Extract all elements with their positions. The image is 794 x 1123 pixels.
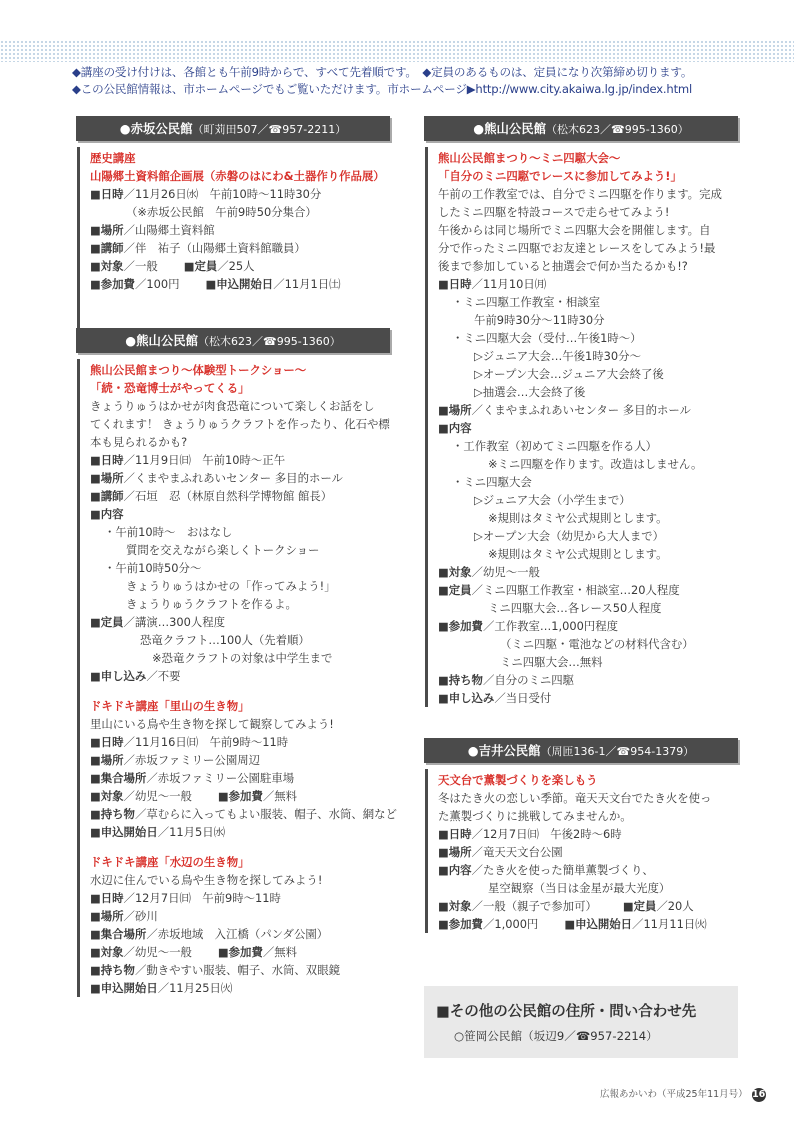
detail-row [438, 915, 738, 933]
detail-label: ■対象 [438, 565, 472, 579]
detail-line: ※規則はタミヤ公式規則とします。 [488, 511, 668, 525]
detail-value: ／1,000円 [482, 917, 539, 931]
detail-value: ／くまやまふれあいセンター 多目的ホール [123, 471, 343, 485]
detail-line: ・ミニ四駆工作教室・相談室 [452, 295, 601, 309]
detail-line: （ミニ四駆・電池などの材料代含む） [500, 637, 694, 651]
detail-line: 恐竜クラフト…100人（先着順） [140, 633, 310, 647]
detail-label: ■日時 [90, 187, 124, 201]
detail-row [90, 505, 390, 523]
detail-row [438, 401, 738, 419]
event-description: 水辺に住んでいる鳥や生き物を探してみよう! [90, 873, 323, 887]
detail-row [90, 613, 390, 631]
page-number: 16 [752, 1089, 766, 1100]
event-description: 分で作ったミニ四駆でお友達とレースをしてみよう!最 [438, 241, 716, 255]
detail-row [90, 889, 390, 907]
detail-row [90, 257, 390, 275]
detail-label: ■場所 [90, 909, 124, 923]
detail-line: きょうりゅうクラフトを作るよ。 [126, 597, 297, 611]
detail-label: ■持ち物 [438, 673, 483, 687]
kumayama-right-section [424, 116, 738, 707]
detail-value: ／幼児～一般 [123, 945, 192, 959]
detail-value: ／11月26日㈬ 午前10時～11時30分 [123, 187, 322, 201]
detail-row [90, 185, 390, 203]
detail-value: ／砂川 [123, 909, 158, 923]
detail-line: ・ミニ四駆大会（受付…午後1時～） [452, 331, 642, 345]
detail-label: ■申し込み [438, 691, 495, 705]
event-title: 天文台で薫製づくりを楽しもう [438, 773, 598, 787]
detail-row [90, 275, 390, 293]
detail-value: ／11月10日㈪ [471, 277, 547, 291]
detail-label: ■内容 [438, 421, 472, 435]
section-gap [90, 841, 390, 853]
detail-label: ■日時 [438, 277, 472, 291]
detail-row [438, 563, 738, 581]
detail-label: ■定員 [622, 899, 657, 913]
detail-value: ／11月1日㈯ [273, 277, 341, 291]
kumayama-left-header-info: （松木623／☎995-1360） [198, 335, 341, 348]
kumayama-right-header-info: （松木623／☎995-1360） [546, 123, 689, 136]
event-title: 「自分のミニ四駆でレースに参加してみよう!」 [438, 169, 682, 183]
detail-value: ／山陽郷土資料館 [123, 223, 215, 237]
event-description: た薫製づくりに挑戦してみませんか。 [438, 809, 632, 823]
detail-value: ／赤坂ファミリー公園周辺 [123, 753, 261, 767]
detail-label: ■参加費 [217, 789, 263, 803]
detail-row [438, 275, 738, 293]
detail-label: ■参加費 [217, 945, 263, 959]
detail-label: ■参加費 [438, 917, 483, 931]
event-title: 熊山公民館まつり～ミニ四駆大会～ [438, 151, 621, 165]
detail-line: きょうりゅうはかせの「作ってみよう!」 [126, 579, 336, 593]
detail-row [438, 825, 738, 843]
detail-label: ■対象 [90, 789, 124, 803]
page-footer [600, 1086, 766, 1102]
detail-label: ■参加費 [90, 277, 135, 291]
detail-row [438, 671, 738, 689]
detail-line: ・午前10時～ おはなし [104, 525, 233, 539]
detail-value: ／工作教室…1,000円程度 [482, 619, 619, 633]
detail-label: ■申込開始日 [205, 277, 274, 291]
detail-line: （※赤坂公民館 午前9時50分集合） [126, 205, 317, 219]
event-title: ドキドキ講座「里山の生き物」 [90, 699, 250, 713]
detail-row [90, 823, 390, 841]
detail-value: ／自分のミニ四駆 [482, 673, 575, 687]
detail-label: ■集合場所 [90, 771, 147, 785]
detail-row [90, 961, 390, 979]
detail-row [90, 733, 390, 751]
detail-label: ■申込開始日 [90, 825, 158, 839]
footer-text: 広報あかいわ（平成25年11月号） [600, 1089, 748, 1100]
akasaka-section [76, 116, 390, 335]
notice-line-1: ◆講座の受け付けは、各館とも午前9時からで、すべて先着順です。 ◆定員のあるものは、定員になり次第締め切ります。 [72, 65, 693, 79]
detail-line: 質問を交えながら楽しくトークショー [126, 543, 320, 557]
detail-value: ／動きやすい服装、帽子、水筒、双眼鏡 [134, 963, 340, 977]
detail-value: ／100円 [134, 277, 180, 291]
event-description: きょうりゅうはかせが肉食恐竜について楽しくお話をし [90, 399, 375, 413]
detail-label: ■対象 [438, 899, 472, 913]
kumayama-left-header-name: ●熊山公民館 [125, 333, 199, 348]
detail-row [438, 581, 738, 599]
detail-value: ／12月7日㈰ 午後2時～6時 [471, 827, 622, 841]
event-description: 里山にいる鳥や生き物を探して観察してみよう! [90, 717, 334, 731]
detail-value: ／赤坂地域 入江橋（パンダ公園） [146, 927, 329, 941]
detail-row [438, 419, 738, 437]
detail-value: ／11月9日㈰ 午前10時～正午 [123, 453, 286, 467]
detail-label: ■集合場所 [90, 927, 147, 941]
detail-line: 午前9時30分～11時30分 [474, 313, 605, 327]
detail-label: ■日時 [90, 891, 124, 905]
event-description: 本も見られるかも? [90, 435, 188, 449]
akasaka-body [77, 147, 390, 335]
detail-row [90, 787, 390, 805]
detail-label: ■申し込み [90, 669, 147, 683]
detail-row [90, 239, 390, 257]
detail-label: ■申込開始日 [564, 917, 633, 931]
detail-row [90, 943, 390, 961]
detail-label: ■対象 [90, 945, 124, 959]
detail-value: ／25人 [217, 259, 255, 273]
other-halls-item: ○笹岡公民館（坂辺9／☎957-2214） [454, 1029, 658, 1043]
detail-value: ／11月11日㈫ [632, 917, 707, 931]
detail-label: ■日時 [438, 827, 472, 841]
detail-row [90, 751, 390, 769]
detail-value: ／11月5日㈬ [157, 825, 226, 839]
event-title: 「続・恐竜博士がやってくる」 [90, 381, 250, 395]
detail-label: ■場所 [90, 471, 124, 485]
detail-label: ■日時 [90, 735, 124, 749]
detail-line: ・ミニ四駆大会 [452, 475, 532, 489]
detail-row [438, 897, 738, 915]
kumayama-right-body [425, 147, 738, 707]
detail-value: ／不要 [146, 669, 181, 683]
detail-row [90, 221, 390, 239]
section-gap [90, 685, 390, 697]
detail-line: ※規則はタミヤ公式規則とします。 [488, 547, 668, 561]
akasaka-header [76, 116, 390, 141]
detail-row [438, 689, 738, 707]
event-title: 山陽郷土資料館企画展（赤磐のはにわ&土器作り作品展） [90, 169, 385, 183]
event-description: したミニ四駆を特設コースで走らせてみよう! [438, 205, 670, 219]
detail-line: ミニ四駆大会…各レース50人程度 [488, 601, 662, 615]
detail-row [438, 843, 738, 861]
detail-value: ／一般 [123, 259, 158, 273]
detail-label: ■場所 [90, 753, 124, 767]
detail-value: ／赤坂ファミリー公園駐車場 [146, 771, 295, 785]
kumayama-right-header-name: ●熊山公民館 [473, 121, 547, 136]
detail-row [90, 769, 390, 787]
detail-line: ▷オープン大会…ジュニア大会終了後 [474, 367, 664, 381]
yoshii-section [424, 738, 738, 933]
detail-value: ／くまやまふれあいセンター 多目的ホール [471, 403, 691, 417]
detail-row [90, 979, 390, 997]
event-title: 熊山公民館まつり～体験型トークショー～ [90, 363, 307, 377]
detail-label: ■定員 [183, 259, 218, 273]
detail-row [90, 805, 397, 823]
detail-label: ■場所 [90, 223, 124, 237]
detail-label: ■日時 [90, 453, 124, 467]
detail-value: ／11月25日㈫ [157, 981, 233, 995]
detail-label: ■内容 [438, 863, 472, 877]
kumayama-left-body [77, 359, 397, 997]
detail-label: ■場所 [438, 403, 472, 417]
detail-row [90, 487, 390, 505]
detail-line: ▷オープン大会（幼児から大人まで） [474, 529, 664, 543]
detail-label: ■対象 [90, 259, 124, 273]
detail-line: ※恐竜クラフトの対象は中学生まで [152, 651, 333, 665]
notice-line-2: ◆この公民館情報は、市ホームページでもご覧いただけます。市ホームページ▶http://www.city.akaiwa.lg.jp/index.html [72, 82, 693, 96]
detail-label: ■持ち物 [90, 807, 135, 821]
detail-value: ／当日受付 [494, 691, 552, 705]
detail-line: ※ミニ四駆を作ります。改造はしません。 [488, 457, 703, 471]
yoshii-header [424, 738, 738, 763]
detail-line: ▷ジュニア大会（小学生まで） [474, 493, 631, 507]
event-description: 午後からは同じ場所でミニ四駆大会を開催します。自 [438, 223, 711, 237]
detail-row [90, 667, 390, 685]
event-description: 午前の工作教室では、自分でミニ四駆を作ります。完成 [438, 187, 722, 201]
event-description: てくれます！ きょうりゅうクラフトを作ったり、化石や標 [90, 417, 390, 431]
detail-label: ■講師 [90, 489, 124, 503]
detail-value: ／幼児～一般 [471, 565, 540, 579]
event-description: 冬はたき火の恋しい季節。竜天天文台でたき火を使っ [438, 791, 712, 805]
detail-value: ／たき火を使った簡単薫製づくり、 [471, 863, 654, 877]
detail-line: ・午前10時50分～ [104, 561, 202, 575]
detail-line: ミニ四駆大会…無料 [500, 655, 603, 669]
detail-value: ／石垣 忍（林原自然科学博物館 館長） [123, 489, 333, 503]
detail-value: ／講演…300人程度 [123, 615, 226, 629]
detail-label: ■内容 [90, 507, 124, 521]
detail-value: ／無料 [262, 789, 298, 803]
kumayama-left-section [76, 328, 397, 997]
detail-row [90, 469, 390, 487]
detail-value: ／12月7日㈰ 午前9時～11時 [123, 891, 281, 905]
other-halls-title: ■その他の公民館の住所・問い合わせ先 [436, 1004, 697, 1020]
detail-value: ／20人 [656, 899, 694, 913]
detail-line: ・工作教室（初めてミニ四駆を作る人） [452, 439, 658, 453]
kumayama-left-header [76, 328, 390, 353]
detail-value: ／11月16日㈰ 午前9時～11時 [123, 735, 289, 749]
event-title: 歴史講座 [90, 151, 136, 165]
other-halls-box [424, 986, 738, 1058]
detail-value: ／ミニ四駆工作教室・相談室…20人程度 [471, 583, 680, 597]
akasaka-header-name: ●赤坂公民館 [119, 121, 193, 136]
detail-label: ■講師 [90, 241, 124, 255]
dotted-header-band [0, 40, 794, 62]
detail-row [90, 451, 390, 469]
yoshii-header-name: ●吉井公民館 [467, 743, 541, 758]
kumayama-right-header [424, 116, 738, 141]
detail-value: ／草むらに入ってもよい服装、帽子、水筒、網など [134, 807, 397, 821]
detail-row [438, 861, 738, 879]
detail-row [438, 617, 738, 635]
detail-line: 星空観察（当日は金星が最大光度） [488, 881, 671, 895]
detail-value: ／無料 [262, 945, 298, 959]
event-description: 後まで参加していると抽選会で何か当たるかも!? [438, 259, 688, 273]
event-title: ドキドキ講座「水辺の生き物」 [90, 855, 250, 869]
detail-label: ■場所 [438, 845, 472, 859]
detail-label: ■持ち物 [90, 963, 135, 977]
detail-row [90, 907, 390, 925]
detail-value: ／伴 祐子（山陽郷土資料館職員） [123, 241, 306, 255]
yoshii-body [425, 769, 738, 933]
detail-line: ▷ジュニア大会…午後1時30分～ [474, 349, 641, 363]
detail-row [90, 925, 390, 943]
detail-label: ■定員 [90, 615, 124, 629]
detail-value: ／竜天天文台公園 [471, 845, 563, 859]
akasaka-header-info: （町苅田507／☎957-2211） [192, 123, 347, 136]
detail-value: ／一般（親子で参加可） [471, 899, 597, 913]
detail-label: ■申込開始日 [90, 981, 158, 995]
yoshii-header-info: （周匝136-1／☎954-1379） [540, 745, 695, 758]
detail-label: ■定員 [438, 583, 472, 597]
detail-value: ／幼児～一般 [123, 789, 192, 803]
detail-label: ■参加費 [438, 619, 483, 633]
detail-line: ▷抽選会…大会終了後 [474, 385, 586, 399]
